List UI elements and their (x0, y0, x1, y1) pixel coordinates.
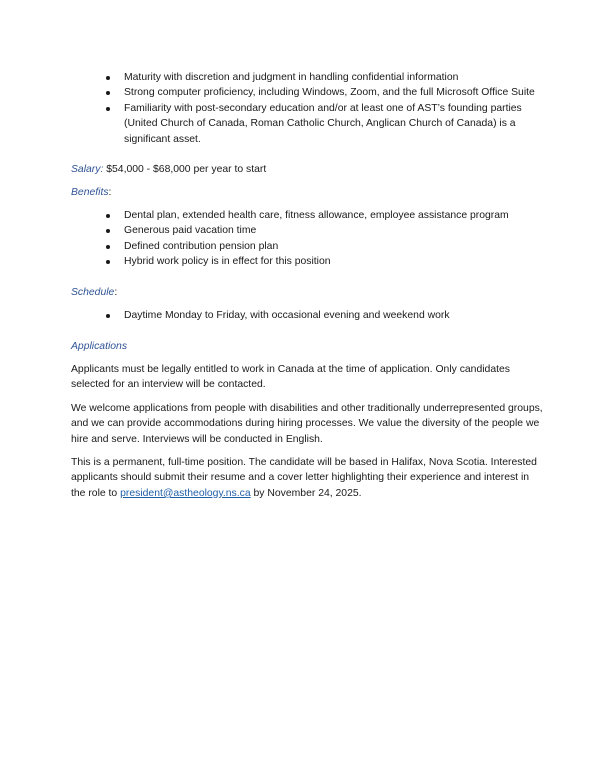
applications-paragraph-2: We welcome applications from people with disabilities and other traditionally underrepresented groups, and we can provide accommodations during hiring processes. We value the diversity of the people we hire and serve. Interviews will be conducted in English. (71, 403, 543, 445)
applications-paragraph-1: Applicants must be legally entitled to work in Canada at the time of application. Only candidates selected for an interview will be contacted. (71, 364, 510, 391)
applications-heading (71, 339, 541, 354)
salary-line (71, 162, 541, 177)
schedule-heading (71, 285, 541, 300)
list-item: Dental plan, extended health care, fitness allowance, employee assistance program (106, 208, 536, 223)
benefits-heading (71, 185, 541, 200)
benefits-list (106, 208, 536, 270)
list-item: Hybrid work policy is in effect for this position (106, 254, 536, 269)
schedule-colon: : (114, 287, 118, 298)
salary-value: $54,000 - $68,000 per year to start (103, 164, 267, 175)
email-link[interactable]: president@astheology.ns.ca (120, 487, 251, 499)
list-item: Familiarity with post-secondary education and/or at least one of AST’s founding parties (United Church of Canada, Roman Catholic Church, Anglican Church of Canada) is a significant asset. (106, 101, 536, 147)
list-item: Defined contribution pension plan (106, 239, 536, 254)
applications-label: Applications (71, 341, 128, 352)
benefits-label: Benefits (71, 187, 109, 198)
schedule-list (106, 308, 536, 323)
paragraph-3-deadline: by November 24, 2025. (250, 487, 362, 499)
list-item: Generous paid vacation time (106, 223, 536, 238)
list-item: Daytime Monday to Friday, with occasional evening and weekend work (106, 308, 536, 323)
list-item: Maturity with discretion and judgment in handling confidential information (106, 70, 536, 85)
applications-paragraph-3 (71, 455, 545, 501)
benefits-colon: : (108, 187, 112, 198)
paragraph-3-text: This is a permanent, full-time position. The candidate will be based in Halifax, Nova Scotia. Interested applicants should submit their resume and a cover letter highlighting their experience and interest in the role to (71, 457, 537, 499)
list-item: Strong computer proficiency, including Windows, Zoom, and the full Microsoft Office Suite (106, 85, 536, 100)
requirements-list (106, 70, 536, 147)
schedule-label: Schedule (71, 287, 115, 298)
salary-label: Salary: (71, 164, 104, 175)
